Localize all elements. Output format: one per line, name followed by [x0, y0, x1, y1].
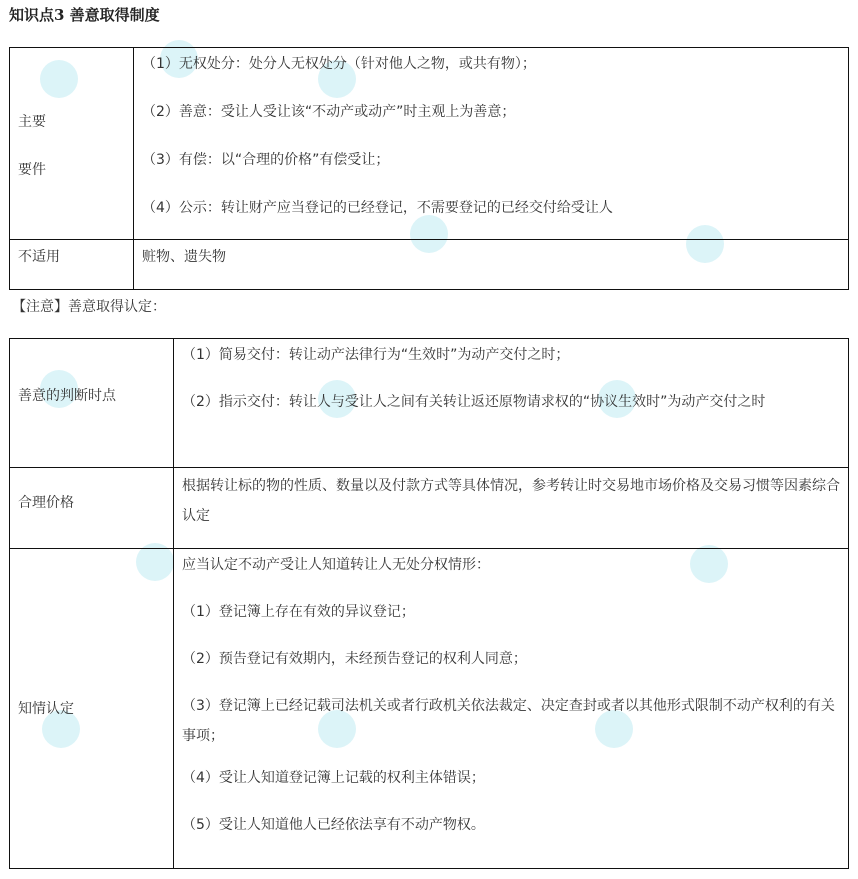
- row-label-cell: [10, 339, 174, 468]
- row-content-cell: [174, 468, 849, 549]
- list-item: （2）预告登记有效期内，未经预告登记的权利人同意；: [182, 651, 527, 667]
- row-intro: 应当认定不动产受让人知道转让人无处分权情形：: [182, 557, 490, 573]
- table-row: [10, 339, 849, 468]
- requirements-table: [9, 47, 849, 290]
- list-item: （2）善意：受让人受让该“不动产或动产”时主观上为善意；: [142, 104, 516, 120]
- list-item: （3）有偿：以“合理的价格”有偿受让；: [142, 152, 390, 168]
- row-content-cell: [174, 339, 849, 468]
- section-title: 知识点3 善意取得制度: [9, 6, 160, 24]
- list-item: （3）登记簿上已经记载司法机关或者行政机关依法裁定、决定查封或者以其他形式限制不动产权利的有关事项；: [182, 698, 835, 744]
- row-content-cell: [134, 48, 849, 240]
- row-label: 主要: [18, 113, 46, 130]
- row-content: 赃物、遗失物: [142, 249, 226, 265]
- row-label: 要件: [18, 161, 46, 178]
- row-label-cell: [10, 48, 134, 240]
- row-label: 合理价格: [18, 495, 74, 511]
- recognition-table: [9, 338, 849, 869]
- list-item: （1）无权处分：处分人无权处分（针对他人之物，或共有物）；: [142, 56, 536, 72]
- list-item: （1）简易交付：转让动产法律行为“生效时”为动产交付之时；: [182, 347, 570, 363]
- list-item: （5）受让人知道他人已经依法享有不动产物权。: [182, 817, 485, 833]
- table-row: [10, 48, 849, 240]
- list-item: （1）登记簿上存在有效的异议登记；: [182, 604, 415, 620]
- list-item: （4）受让人知道登记簿上记载的权利主体错误；: [182, 770, 485, 786]
- row-label-cell: [10, 468, 174, 549]
- row-content: 根据转让标的物的性质、数量以及付款方式等具体情况，参考转让时交易地市场价格及交易习惯等因素综合认定: [182, 478, 840, 524]
- table-row: [10, 549, 849, 869]
- row-content-cell: [174, 549, 849, 869]
- row-label-cell: [10, 549, 174, 869]
- row-label-cell: [10, 240, 134, 290]
- list-item: （2）指示交付：转让人与受让人之间有关转让返还原物请求权的“协议生效时”为动产交付之时: [182, 394, 766, 410]
- row-label: 知情认定: [18, 700, 74, 717]
- row-label: 不适用: [18, 249, 60, 265]
- table-row: [10, 240, 849, 290]
- row-label: 善意的判断时点: [18, 388, 116, 404]
- row-content-cell: [134, 240, 849, 290]
- list-item: （4）公示：转让财产应当登记的已经登记，不需要登记的已经交付给受让人: [142, 200, 613, 216]
- note-text: 【注意】善意取得认定：: [12, 299, 166, 315]
- table-row: [10, 468, 849, 549]
